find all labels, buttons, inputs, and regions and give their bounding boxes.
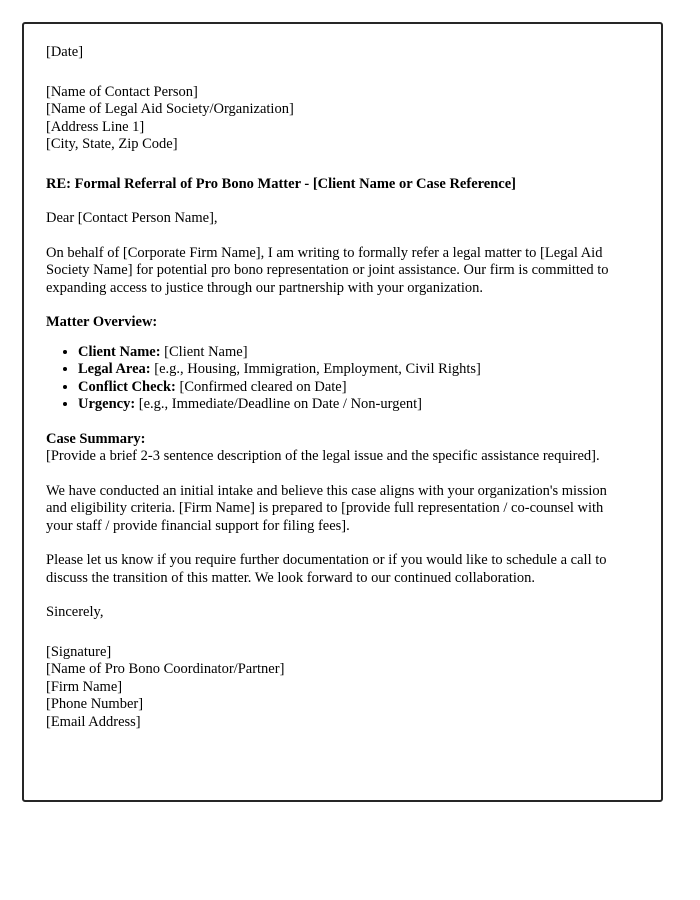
matter-overview-heading: Matter Overview:: [46, 314, 158, 330]
spacer: [46, 297, 631, 314]
spacer: [46, 62, 631, 84]
case-summary-text: [Provide a brief 2-3 sentence description of the legal issue and the specific assistance required].: [46, 448, 600, 464]
matter-overview-list: [46, 344, 631, 414]
list-item: [78, 379, 631, 397]
valediction: Sincerely,: [46, 604, 104, 620]
spacer: [46, 622, 631, 644]
subject-line: RE: Formal Referral of Pro Bono Matter - [Client Name or Case Reference]: [46, 175, 517, 192]
list-item: [78, 344, 631, 362]
spacer: [46, 154, 631, 176]
signer-email: [Email Address]: [46, 713, 141, 730]
field-value-conflict-check: [Confirmed cleared on Date]: [179, 378, 347, 395]
spacer: [46, 466, 631, 483]
spacer: [46, 414, 631, 431]
spacer: [46, 193, 631, 210]
signer-name: [Name of Pro Bono Coordinator/Partner]: [46, 661, 285, 677]
list-item: [78, 361, 631, 379]
signer-firm: [Firm Name]: [46, 678, 123, 695]
document-page-frame: [22, 22, 663, 802]
intake-paragraph: We have conducted an initial intake and believe this case aligns with your organization's mission and eligibility criteria. [Firm Name] is prepared to [provide full representation / co-counsel with your staff / provide financial support for filing fees].: [46, 482, 607, 534]
salutation: Dear [Contact Person Name],: [46, 210, 218, 226]
spacer: [46, 587, 631, 604]
field-value-legal-area: [e.g., Housing, Immigration, Employment, Civil Rights]: [154, 361, 481, 377]
recipient-organization: [Name of Legal Aid Society/Organization]: [46, 101, 294, 117]
field-label-client-name: Client Name:: [78, 343, 161, 360]
field-label-legal-area: Legal Area:: [78, 361, 151, 377]
spacer: [46, 535, 631, 552]
field-label-conflict-check: Conflict Check:: [78, 378, 176, 395]
field-value-urgency: [e.g., Immediate/Deadline on Date / Non-urgent]: [138, 396, 422, 412]
list-item: [78, 396, 631, 414]
letter-body: [24, 24, 661, 731]
signature-placeholder: [Signature]: [46, 643, 112, 660]
field-label-urgency: Urgency:: [78, 396, 136, 412]
closing-paragraph: Please let us know if you require further documentation or if you would like to schedule a call to discuss the transition of this matter. We look forward to our continued collaboration.: [46, 552, 607, 586]
signer-phone: [Phone Number]: [46, 696, 144, 712]
recipient-contact-person: [Name of Contact Person]: [46, 83, 198, 100]
intro-paragraph: On behalf of [Corporate Firm Name], I am writing to formally refer a legal matter to [Legal Aid Society Name] for potential pro bono representation or joint assistance. Our firm is committed to expanding access to justice through our partnership with your organization.: [46, 244, 609, 296]
spacer: [46, 228, 631, 245]
field-value-client-name: [Client Name]: [164, 343, 248, 360]
recipient-address-line-1: [Address Line 1]: [46, 118, 145, 135]
date-line: [Date]: [46, 44, 84, 60]
spacer: [46, 332, 631, 344]
case-summary-heading: Case Summary:: [46, 430, 146, 447]
recipient-city-state-zip: [City, State, Zip Code]: [46, 136, 178, 152]
